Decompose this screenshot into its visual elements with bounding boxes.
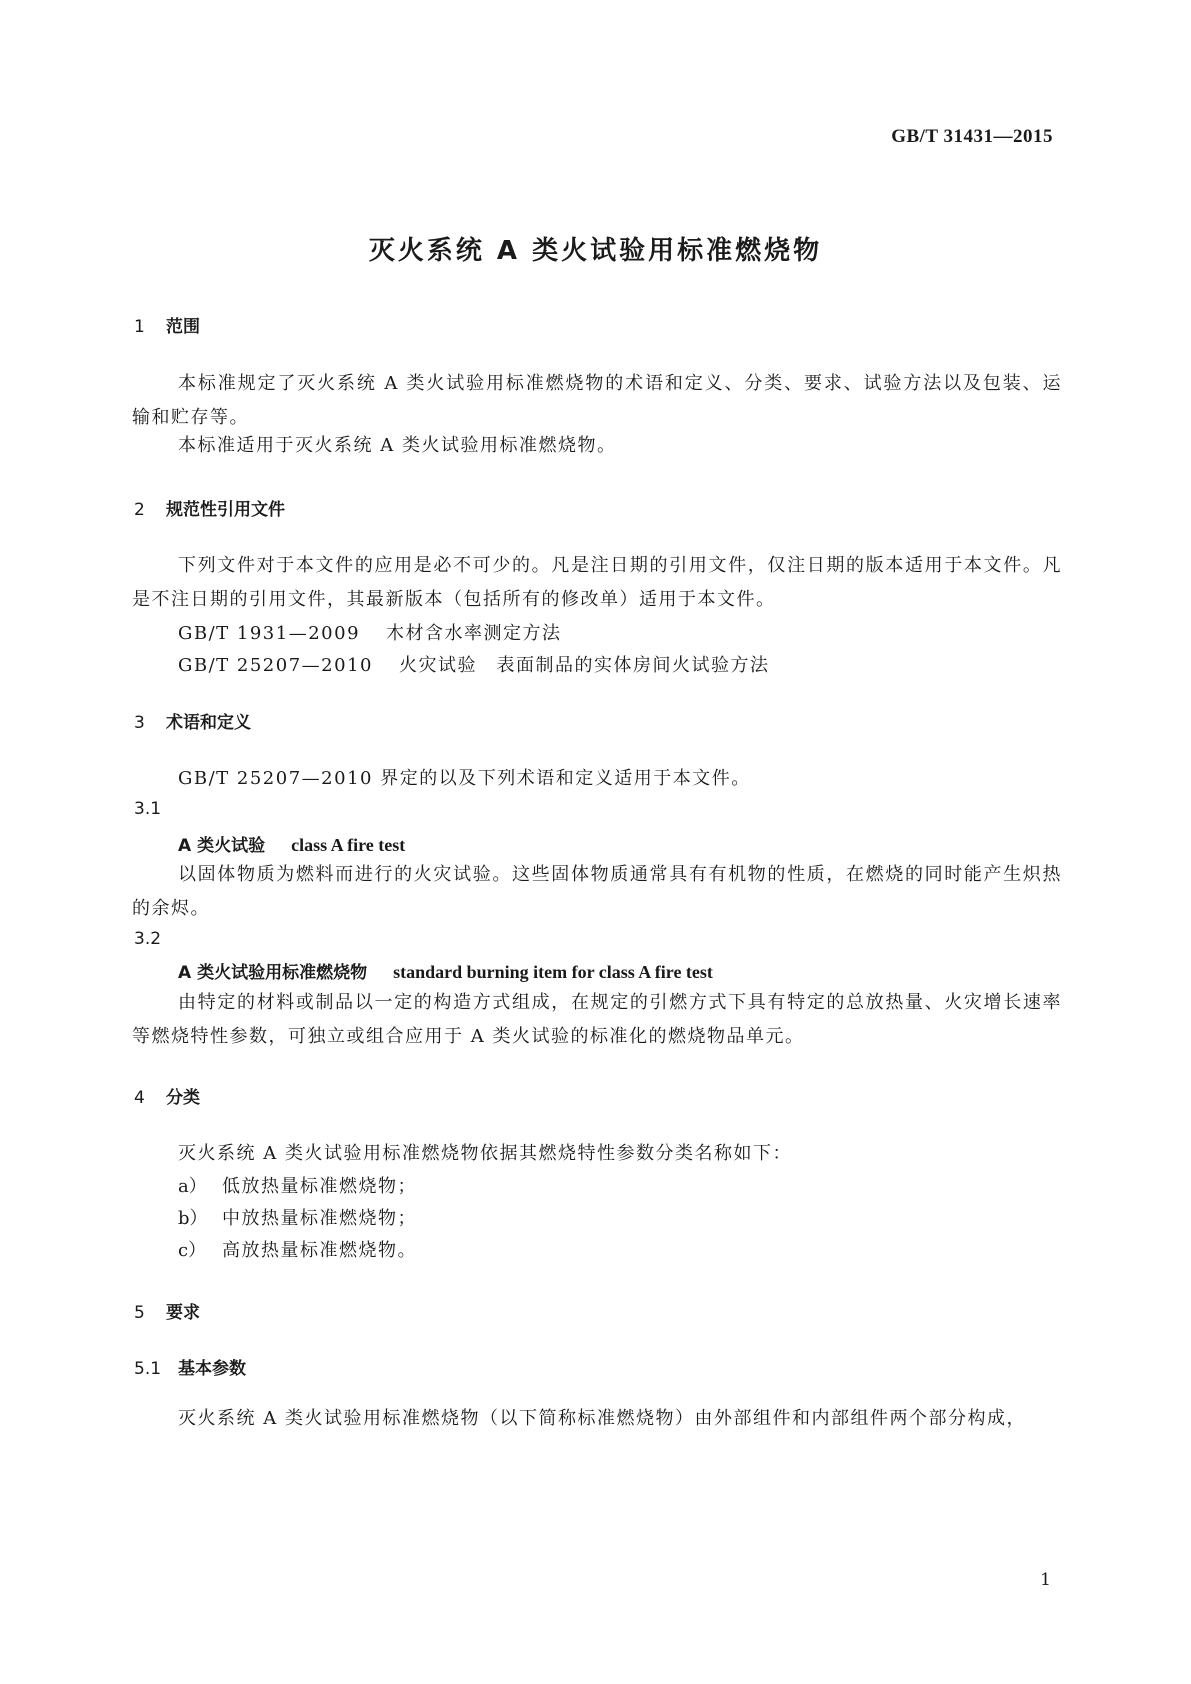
- section-title: 要求: [166, 1303, 200, 1323]
- subsection-5-1-heading: [134, 1354, 246, 1379]
- section-2-heading: [134, 495, 285, 520]
- term-chinese: A 类火试验用标准燃烧物: [178, 963, 368, 983]
- subsection-title: 基本参数: [178, 1359, 246, 1379]
- section-number: 5: [134, 1303, 145, 1323]
- term-definition: 以固体物质为燃料而进行的火灾试验。这些固体物质通常具有有机物的性质，在燃烧的同时能产生炽热的余烬。: [132, 864, 1062, 919]
- section-1-paragraph-1: 本标准规定了灭火系统 A 类火试验用标准燃烧物的术语和定义、分类、要求、试验方法以及包装、运输和贮存等。: [132, 373, 1062, 428]
- list-item: [178, 1204, 417, 1230]
- term-number: 3.1: [134, 799, 162, 819]
- term-english: class A fire test: [291, 835, 406, 855]
- term-heading: [178, 958, 713, 983]
- list-item: [178, 1236, 417, 1262]
- reference-title: 木材含水率测定方法: [386, 623, 562, 644]
- reference-item: [178, 619, 562, 645]
- list-item-label: c）: [178, 1240, 207, 1261]
- reference-title: 火灾试验 表面制品的实体房间火试验方法: [398, 655, 770, 676]
- term-definition: 由特定的材料或制品以一定的构造方式组成，在规定的引燃方式下具有特定的总放热量、火灾增长速率等燃烧特性参数，可独立或组合应用于 A 类火试验的标准化的燃烧物品单元。: [132, 992, 1062, 1047]
- list-item-text: 低放热量标准燃烧物；: [222, 1176, 417, 1197]
- document-title: 灭火系统 A 类火试验用标准燃烧物: [368, 236, 823, 266]
- section-title: 术语和定义: [166, 713, 251, 733]
- reference-code: GB/T 1931—2009: [178, 623, 361, 644]
- section-number: 1: [134, 317, 145, 337]
- subsection-number: 5.1: [134, 1359, 162, 1379]
- section-3-heading: [134, 708, 251, 733]
- section-1-paragraph-2: 本标准适用于灭火系统 A 类火试验用标准燃烧物。: [178, 435, 617, 456]
- list-item-text: 高放热量标准燃烧物。: [222, 1240, 417, 1261]
- section-title: 规范性引用文件: [166, 500, 285, 520]
- reference-code: GB/T 25207—2010: [178, 655, 373, 676]
- section-number: 4: [134, 1088, 145, 1108]
- term-heading: [178, 831, 405, 856]
- list-item-label: a）: [178, 1176, 207, 1197]
- section-title: 范围: [166, 317, 200, 337]
- list-item: [178, 1172, 417, 1198]
- section-number: 2: [134, 500, 145, 520]
- section-3-intro: GB/T 25207—2010 界定的以及下列术语和定义适用于本文件。: [178, 768, 751, 789]
- section-title: 分类: [166, 1088, 200, 1108]
- section-2-paragraph-1: 下列文件对于本文件的应用是必不可少的。凡是注日期的引用文件，仅注日期的版本适用于本文件。凡是不注日期的引用文件，其最新版本（包括所有的修改单）适用于本文件。: [132, 555, 1062, 610]
- list-item-text: 中放热量标准燃烧物；: [222, 1208, 417, 1229]
- term-number: 3.2: [134, 929, 162, 949]
- term-english: standard burning item for class A fire test: [393, 962, 713, 982]
- section-4-heading: [134, 1083, 200, 1108]
- reference-item: [178, 651, 769, 677]
- section-number: 3: [134, 713, 145, 733]
- standard-code: GB/T 31431—2015: [891, 126, 1053, 147]
- subsection-5-1-paragraph: 灭火系统 A 类火试验用标准燃烧物（以下简称标准燃烧物）由外部组件和内部组件两个部分构成，: [178, 1408, 1026, 1429]
- section-5-heading: [134, 1298, 200, 1323]
- list-item-label: b）: [178, 1208, 208, 1229]
- term-chinese: A 类火试验: [178, 836, 266, 856]
- section-1-heading: [134, 312, 200, 337]
- page-number: 1: [1040, 1570, 1051, 1590]
- section-4-intro: 灭火系统 A 类火试验用标准燃烧物依据其燃烧特性参数分类名称如下：: [178, 1143, 792, 1164]
